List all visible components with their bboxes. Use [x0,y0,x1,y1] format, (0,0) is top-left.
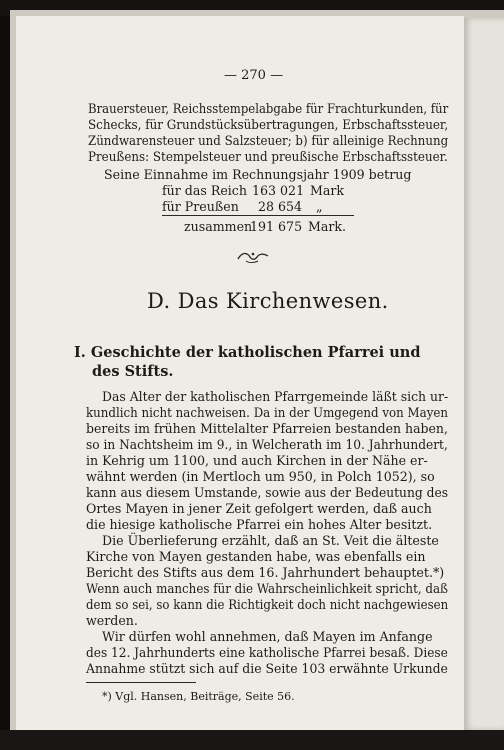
body-line: in Kehrig um 1100, und auch Kirchen in der Nähe er- [86,453,428,468]
body-line: Annahme stützt sich auf die Seite 103 erwähnte Urkunde [86,661,448,676]
revenue-reich-label: für das Reich [162,183,247,198]
body-line: des 12. Jahrhunderts eine katholische Pfarrei besaß. Diese [86,645,448,660]
book-spine-shadow [0,16,10,750]
sum-rule [162,215,354,216]
revenue-intro: Seine Einnahme im Rechnungsjahr 1909 betrug [104,167,412,182]
revenue-reich-unit: Mark [310,183,345,198]
body-line: dem so sei, so kann die Richtigkeit doch nicht nachgewiesen [86,597,449,612]
subsection-heading-line-1: I. Geschichte der katholischen Pfarrei und [74,344,421,361]
revenue-preussen-unit: „ [316,199,323,214]
footnote: *) Vgl. Hansen, Beiträge, Seite 56. [102,690,295,703]
revenue-preussen-value: 28 654 [258,199,303,214]
body-line: werden. [86,613,138,628]
text-line: Zündwarensteuer und Salzsteuer; b) für alleinige Rechnung [88,133,449,148]
subsection-heading-line-2: des Stifts. [92,363,174,380]
revenue-preussen-label: für Preußen [162,199,239,214]
text-line: Brauersteuer, Reichsstempelabgabe für Frachturkunden, für [88,101,449,116]
body-line: Bericht des Stifts aus dem 16. Jahrhundert behauptet.*) [86,565,445,580]
revenue-total-label: zusammen [184,219,253,234]
body-line: kundlich nicht nachweisen. Da in der Umgegend von Mayen [86,405,449,420]
body-line: Kirche von Mayen gestanden habe, was ebenfalls ein [86,549,426,564]
revenue-reich-value: 163 021 [252,183,305,198]
body-line: Die Überlieferung erzählt, daß an St. Veit die älteste [102,533,439,548]
adjacent-page-edge [464,18,504,730]
section-heading: D. Das Kirchenwesen. [147,289,389,313]
revenue-total-unit: Mark. [308,219,347,234]
body-line: Wir dürfen wohl annehmen, daß Mayen im Anfange [102,629,433,644]
body-line: wähnt werden (in Mertloch um 950, in Polch 1052), so [86,469,435,484]
body-line: Das Alter der katholischen Pfarrgemeinde läßt sich ur- [102,389,449,404]
text-line: Schecks, für Grundstücksübertragungen, Erbschaftssteuer, [88,117,449,132]
body-line: so in Nachtsheim im 9., in Welcherath im 10. Jahrhundert, [86,437,448,452]
page-number: — 270 — [224,68,284,83]
body-line: bereits im frühen Mittelalter Pfarreien bestanden haben, [86,421,448,436]
body-line: Wenn auch manches für die Wahrscheinlichkeit spricht, daß [86,581,448,596]
body-line: Ortes Mayen in jener Zeit gefolgert werden, daß auch [86,501,432,516]
book-page [16,16,464,730]
scan-bottom-edge [0,730,504,750]
text-line: Preußens: Stempelsteuer und preußische Erbschaftssteuer. [88,149,448,164]
footnote-rule [86,682,196,683]
revenue-total-value: 191 675 [250,219,303,234]
body-line: kann aus diesem Umstande, sowie aus der Bedeutung des [86,485,449,500]
fleuron-ornament-icon [236,250,270,264]
body-line: die hiesige katholische Pfarrei ein hohes Alter besitzt. [86,517,433,532]
